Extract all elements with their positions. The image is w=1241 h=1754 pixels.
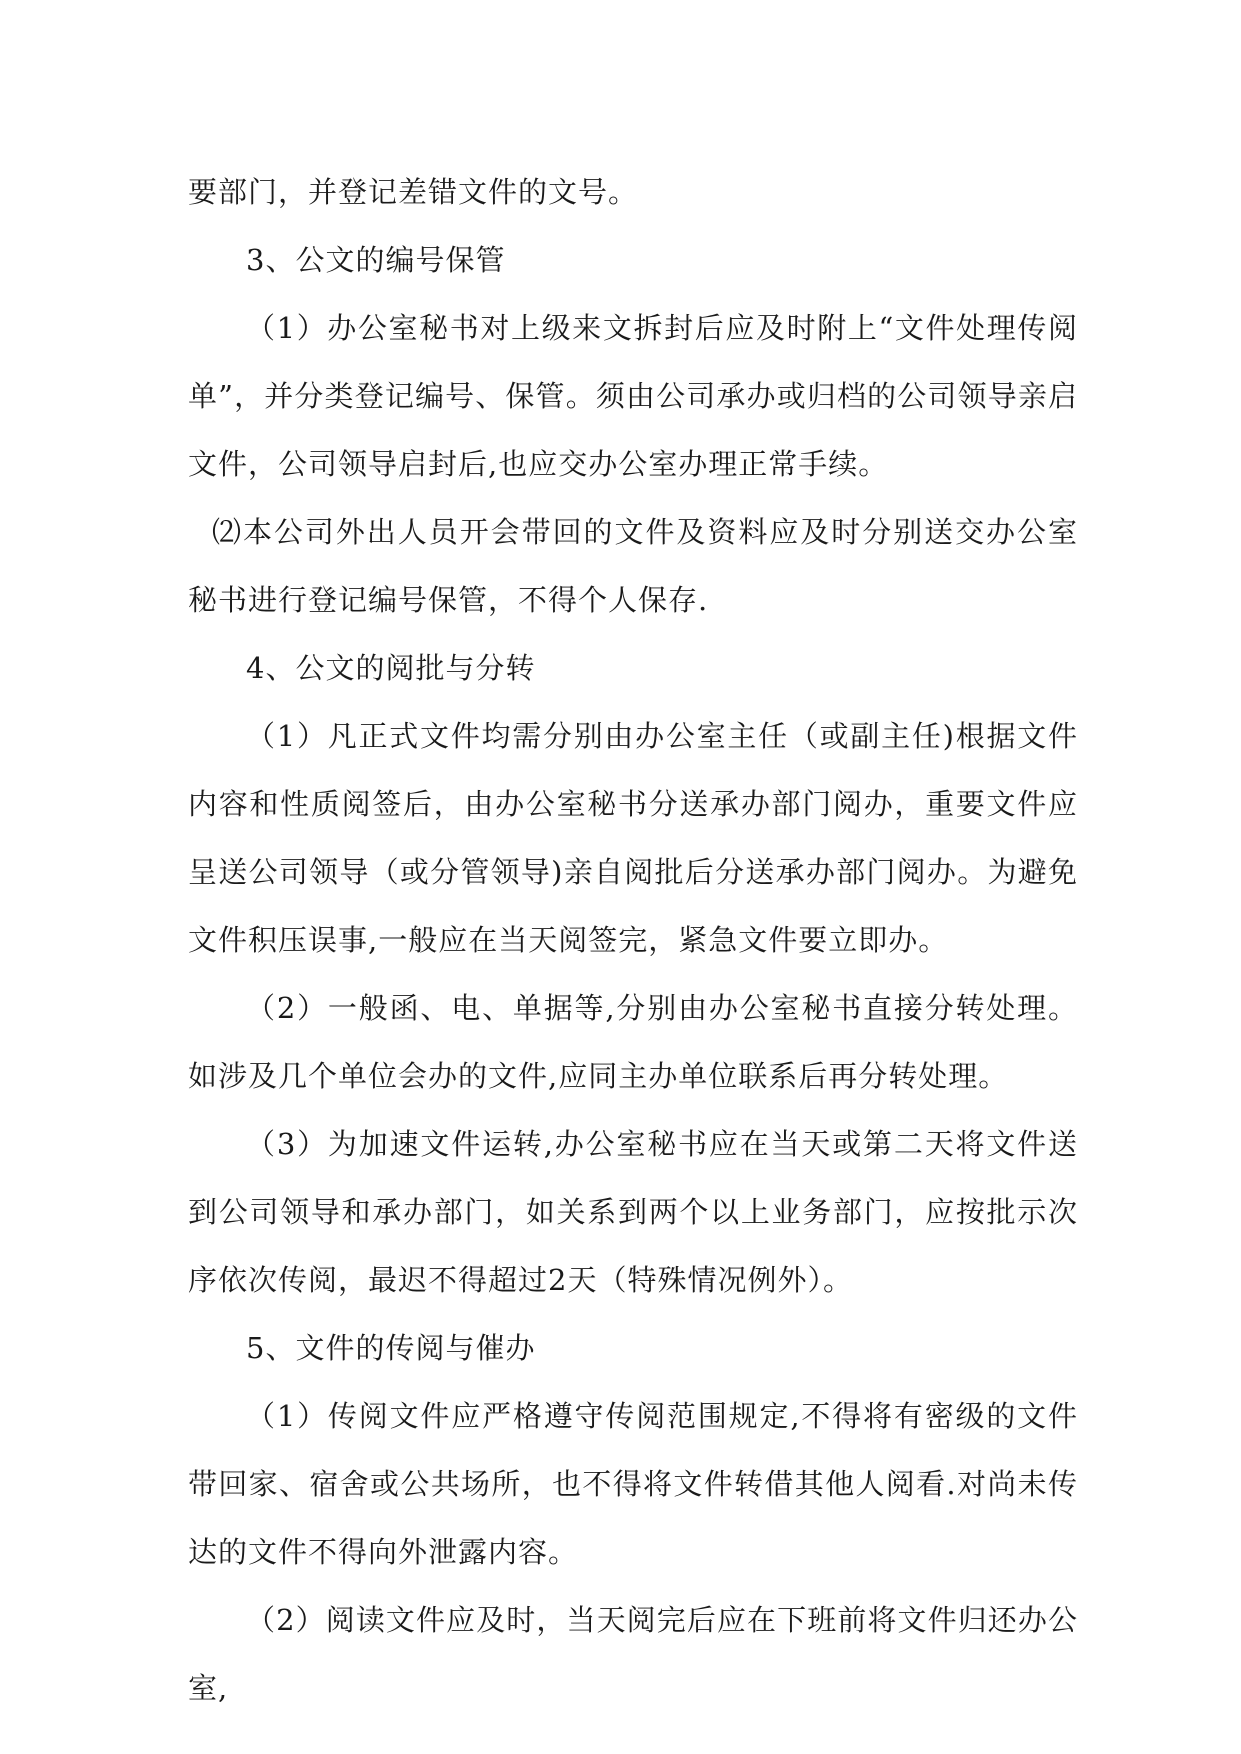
paragraph-continuation: 要部门，并登记差错文件的文号。 [188,175,639,209]
paragraph-4-1: （1）凡正式文件均需分别由办公室主任（或副主任)根据文件内容和性质阅签后，由办公室秘书分送承办部门阅办，重要文件应呈送公司领导（或分管领导)亲自阅批后分送承办部门阅办。为避免文件积压误事,一般应在当天阅签完，紧急文件要立即办。 [188,719,1078,957]
section-heading-4: 4、公文的阅批与分转 [246,651,536,685]
paragraph-4-2: （2）一般函、电、单据等,分别由办公室秘书直接分转处理。如涉及几个单位会办的文件,应同主办单位联系后再分转处理。 [188,991,1078,1093]
paragraph-4-3: （3）为加速文件运转,办公室秘书应在当天或第二天将文件送到公司领导和承办部门，如关系到两个以上业务部门，应按批示次序依次传阅，最迟不得超过2天（特殊情况例外）。 [188,1127,1078,1297]
paragraph-3-2: ⑵本公司外出人员开会带回的文件及资料应及时分别送交办公室秘书进行登记编号保管，不得个人保存. [188,515,1078,617]
paragraph-3-1: （1）办公室秘书对上级来文拆封后应及时附上“文件处理传阅单”，并分类登记编号、保管。须由公司承办或归档的公司领导亲启文件，公司领导启封后,也应交办公室办理正常手续。 [188,311,1078,481]
paragraph-5-1: （1）传阅文件应严格遵守传阅范围规定,不得将有密级的文件带回家、宿舍或公共场所，也不得将文件转借其他人阅看.对尚未传达的文件不得向外泄露内容。 [188,1399,1078,1569]
section-heading-5: 5、文件的传阅与催办 [246,1331,536,1365]
document-body [188,158,1078,1722]
paragraph-5-2: （2）阅读文件应及时，当天阅完后应在下班前将文件归还办公室, [188,1603,1078,1705]
section-heading-3: 3、公文的编号保管 [246,243,506,277]
